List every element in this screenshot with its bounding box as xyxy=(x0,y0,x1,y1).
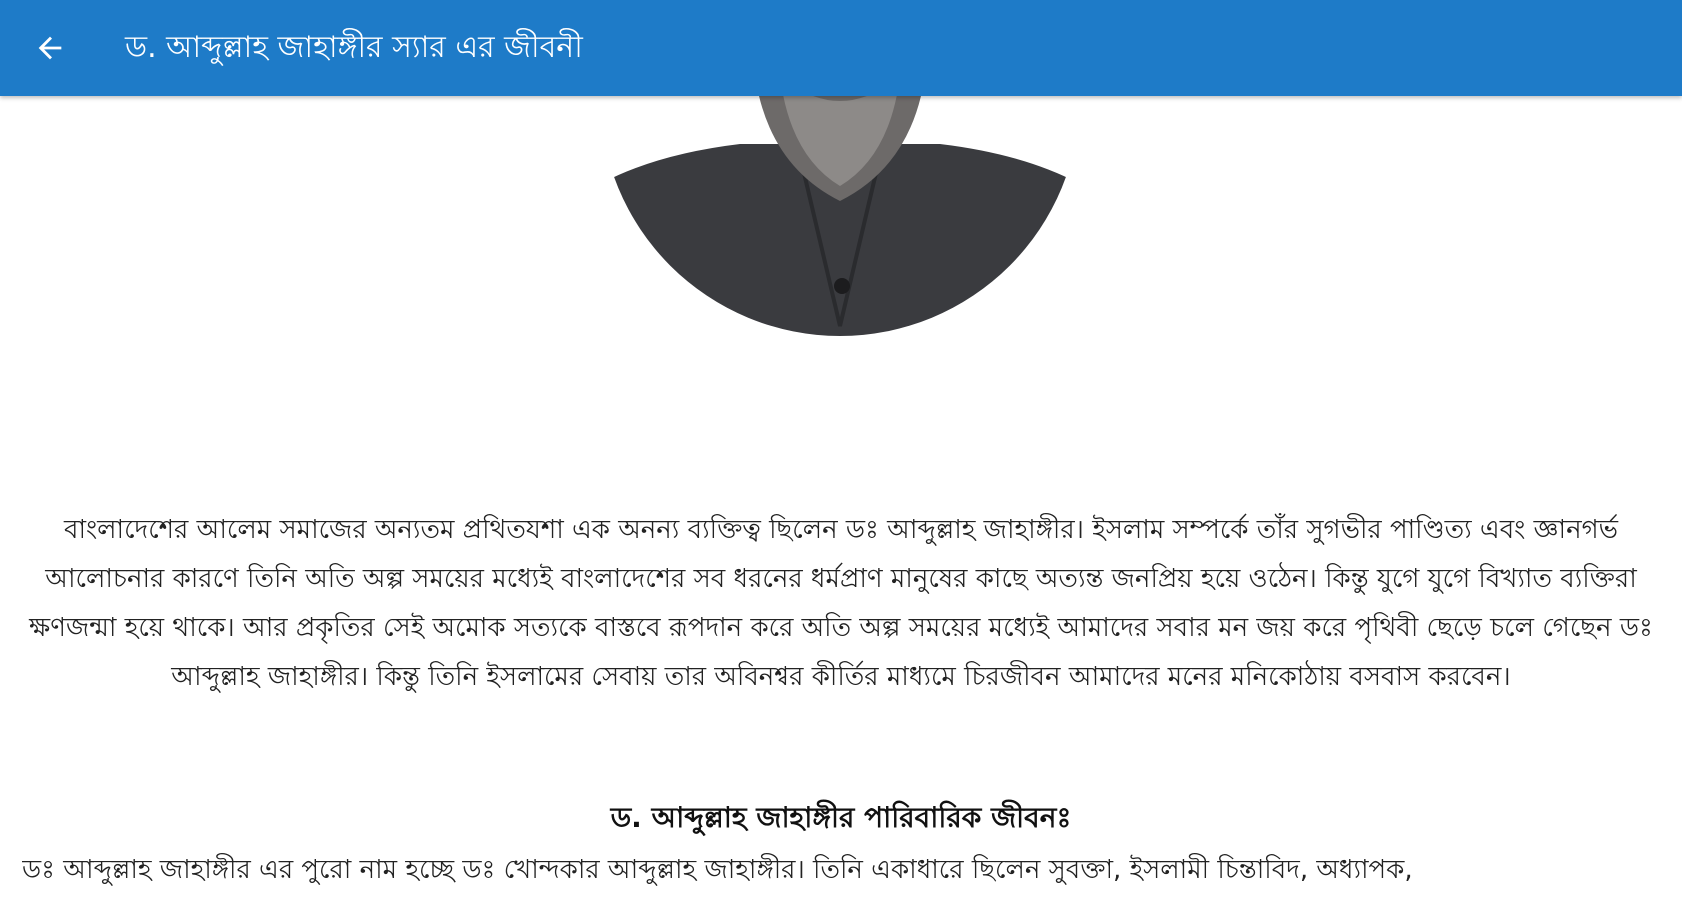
arrow-left-icon xyxy=(33,31,67,65)
app-bar xyxy=(0,0,1682,96)
biography-content xyxy=(0,96,1682,900)
page-title: ড. আব্দুল্লাহ জাহাঙ্গীর স্যার এর জীবনী xyxy=(125,29,583,65)
intro-paragraph: বাংলাদেশের আলেম সমাজের অন্যতম প্রথিতযশা এক অনন্য ব্যক্তিত্ব ছিলেন ডঃ আব্দুল্লাহ জাহাঙ্গীর। ইসলাম সম্পর্কে তাঁর সুগভীর পাণ্ডিত্য এবং জ্ঞানগর্ভ আলোচনার কারণে তিনি অতি অল্প সময়ের মধ্যেই বাংলাদেশের সব ধরনের ধর্মপ্রাণ মানুষের কাছে অত্যন্ত জনপ্রিয় হয়ে ওঠেন। কিন্তু যুগে যুগে বিখ্যাত ব্যক্তিরা ক্ষণজন্মা হয়ে থাকে। আর প্রকৃতির সেই অমোক সত্যকে বাস্তবে রূপদান করে অতি অল্প সময়ের মধ্যেই আমাদের সবার মন জয় করে পৃথিবী ছেড়ে চলে গেছেন ডঃ আব্দুল্লাহ জাহাঙ্গীর। কিন্তু তিনি ইসলামের সেবায় তার অবিনশ্বর কীর্তির মাধ্যমে চিরজীবন আমাদের মনের মনিকোঠায় বসবাস করবেন। xyxy=(29,515,1653,692)
person-portrait-icon xyxy=(600,96,1080,336)
back-button[interactable] xyxy=(20,18,80,78)
family-section-paragraph: ডঃ আব্দুল্লাহ জাহাঙ্গীর এর পুরো নাম হচ্ছে ডঃ খোন্দকার আব্দুল্লাহ জাহাঙ্গীর। তিনি একাধারে ছিলেন সুবক্তা, ইসলামী চিন্তাবিদ, অধ্যাপক, xyxy=(22,855,1413,885)
portrait-image xyxy=(600,96,1080,336)
family-section-heading: ড. আব্দুল্লাহ জাহাঙ্গীর পারিবারিক জীবনঃ xyxy=(610,801,1072,834)
